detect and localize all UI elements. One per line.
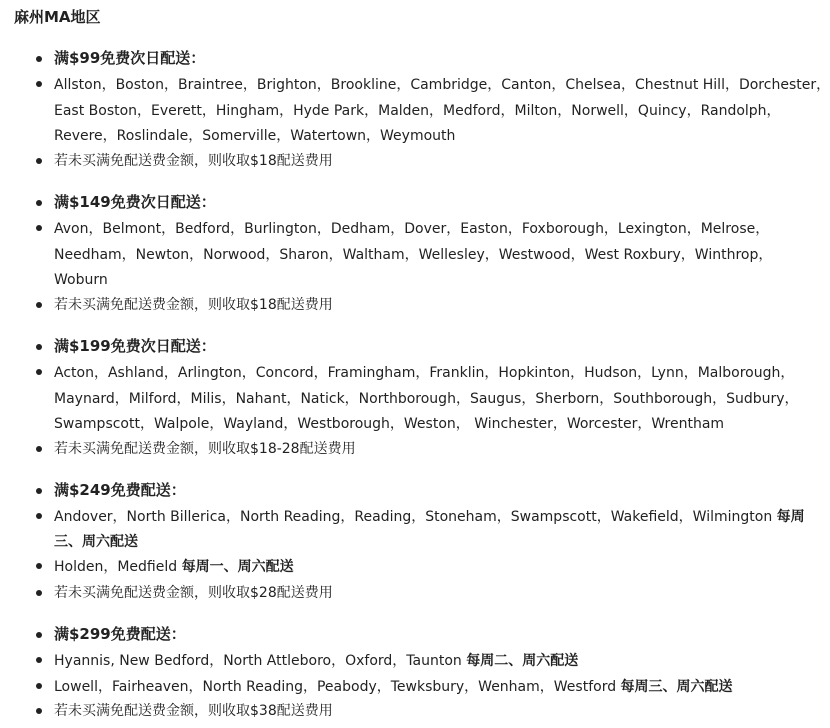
- city-list-text: Hyannis, New Bedford，North Attleboro，Oxford，Taunton: [54, 653, 467, 669]
- list-bullet: [36, 563, 42, 569]
- list-bullet: [36, 225, 42, 231]
- delivery-schedule: 每周: [776, 509, 805, 525]
- city-list-line: [54, 557, 294, 577]
- city-list-text: Andover，North Billerica，North Reading，Reading，Stoneham，Swampscott，Wakefield，Wilmington: [54, 509, 777, 525]
- list-bullet: [36, 200, 42, 206]
- list-bullet: [36, 657, 42, 663]
- city-list-line: Woburn: [54, 272, 108, 288]
- list-bullet: [36, 344, 42, 350]
- city-list-line: [54, 677, 733, 697]
- list-bullet: [36, 590, 42, 596]
- page-title: 麻州MA地区: [14, 8, 101, 26]
- delivery-schedule: 每周二、周六配送: [466, 653, 579, 669]
- city-list-line: Acton，Ashland，Arlington，Concord，Framingham，Franklin，Hopkinton，Hudson，Lynn，Malborough，: [54, 365, 795, 381]
- city-list-line: Allston，Boston，Braintree，Brighton，Brookline，Cambridge，Canton，Chelsea，Chestnut Hill，Dorchester，: [54, 77, 830, 93]
- list-bullet: [36, 81, 42, 87]
- fee-note: 若未买满免配送费金额，则收取$28配送费用: [54, 585, 333, 601]
- city-list-line: [54, 507, 805, 527]
- list-bullet: [36, 632, 42, 638]
- delivery-schedule: 每周三、周六配送: [620, 679, 733, 695]
- city-list-line: Revere，Roslindale，Somerville，Watertown，Weymouth: [54, 128, 456, 144]
- fee-note: 若未买满免配送费金额，则收取$18配送费用: [54, 153, 333, 169]
- city-list-text: Lowell，Fairheaven，North Reading，Peabody，Tewksbury，Wenham，Westford: [54, 679, 621, 695]
- list-bullet: [36, 56, 42, 62]
- list-bullet: [36, 513, 42, 519]
- city-list-line: Maynard，Milford，Milis，Nahant，Natick，Northborough，Saugus，Sherborn，Southborough，Sudbury，: [54, 391, 799, 407]
- delivery-schedule: 三、周六配送: [54, 534, 138, 550]
- tier-heading-299: 满$299免费配送：: [54, 625, 186, 643]
- list-bullet: [36, 302, 42, 308]
- delivery-schedule: 每周一、周六配送: [181, 559, 294, 575]
- list-bullet: [36, 446, 42, 452]
- fee-note: 若未买满免配送费金额，则收取$38配送费用: [54, 703, 333, 719]
- city-list-text: Holden，Medfield: [54, 559, 182, 575]
- list-bullet: [36, 683, 42, 689]
- city-list-line: Needham，Newton，Norwood，Sharon，Waltham，Wellesley，Westwood，West Roxbury，Winthrop，: [54, 247, 773, 263]
- list-bullet: [36, 488, 42, 494]
- tier-heading-99: 满$99免费次日配送：: [54, 49, 206, 67]
- fee-note: 若未买满免配送费金额，则收取$18-28配送费用: [54, 441, 356, 457]
- tier-heading-249: 满$249免费配送：: [54, 481, 186, 499]
- city-list-line: Avon，Belmont，Bedford，Burlington，Dedham，Dover，Easton，Foxborough，Lexington，Melrose，: [54, 221, 770, 237]
- city-list-line: Swampscott，Walpole，Wayland，Westborough，Weston， Winchester，Worcester，Wrentham: [54, 416, 725, 432]
- list-bullet: [36, 708, 42, 714]
- city-list-line: [54, 651, 578, 671]
- tier-heading-149: 满$149免费次日配送：: [54, 193, 216, 211]
- tier-heading-199: 满$199免费次日配送：: [54, 337, 216, 355]
- list-bullet: [36, 369, 42, 375]
- fee-note: 若未买满免配送费金额，则收取$18配送费用: [54, 297, 333, 313]
- city-list-line: East Boston，Everett，Hingham，Hyde Park，Malden，Medford，Milton，Norwell，Quincy，Randolph，: [54, 103, 781, 119]
- list-bullet: [36, 158, 42, 164]
